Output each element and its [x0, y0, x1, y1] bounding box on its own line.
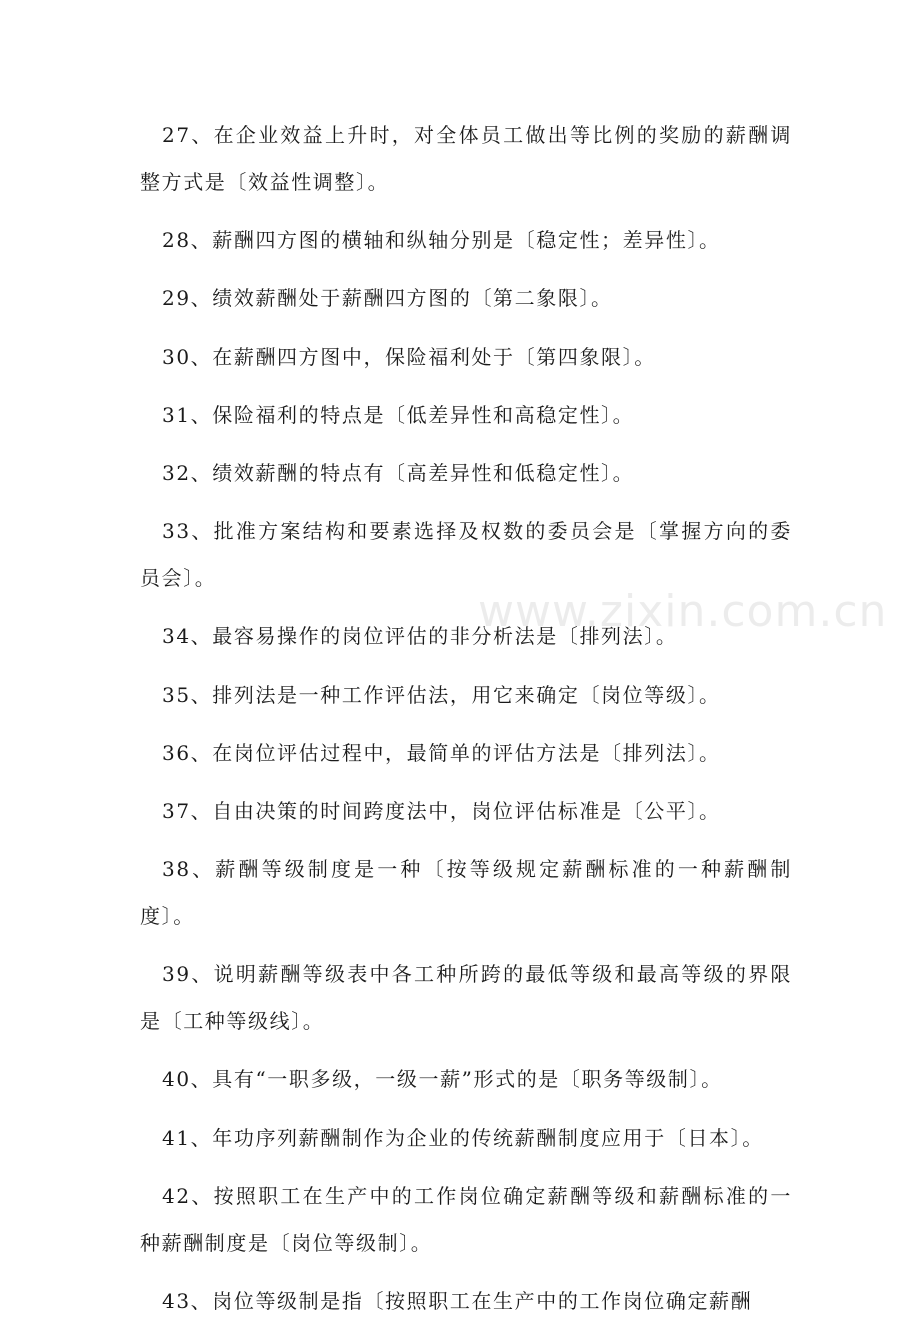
question-39: 39、说明薪酬等级表中各工种所跨的最低等级和最高等级的界限是〔工种等级线〕。 — [140, 962, 792, 1034]
question-30: 30、在薪酬四方图中，保险福利处于〔第四象限〕。 — [162, 344, 656, 369]
question-35: 35、排列法是一种工作评估法，用它来确定〔岗位等级〕。 — [162, 682, 721, 707]
question-27: 27、在企业效益上升时，对全体员工做出等比例的奖励的薪酬调整方式是〔效益性调整〕。 — [140, 123, 792, 194]
question-36: 36、在岗位评估过程中，最简单的评估方法是〔排列法〕。 — [162, 740, 721, 765]
question-38: 38、薪酬等级制度是一种〔按等级规定薪酬标准的一种薪酬制度〕。 — [140, 857, 792, 929]
question-33: 33、批准方案结构和要素选择及权数的委员会是〔掌握方向的委员会〕。 — [140, 519, 792, 591]
watermark: www.zixin.com.cn — [478, 586, 888, 637]
question-42: 42、按照职工在生产中的工作岗位确定薪酬等级和薪酬标准的一种薪酬制度是〔岗位等级制〕。 — [140, 1183, 792, 1255]
question-32: 32、绩效薪酬的特点有〔高差异性和低稳定性〕。 — [162, 460, 635, 485]
question-40: 40、具有“一职多级，一级一薪”形式的是〔职务等级制〕。 — [162, 1067, 723, 1092]
question-31: 31、保险福利的特点是〔低差异性和高稳定性〕。 — [162, 402, 635, 427]
document-body — [140, 112, 792, 1336]
question-37: 37、自由决策的时间跨度法中，岗位评估标准是〔公平〕。 — [162, 798, 721, 823]
question-43: 43、岗位等级制是指〔按照职工在生产中的工作岗位确定薪酬 — [162, 1289, 753, 1313]
question-34: 34、最容易操作的岗位评估的非分析法是〔排列法〕。 — [162, 624, 678, 649]
question-29: 29、绩效薪酬处于薪酬四方图的〔第二象限〕。 — [162, 286, 613, 311]
question-28: 28、薪酬四方图的横轴和纵轴分别是〔稳定性；差异性〕。 — [162, 228, 721, 253]
question-41: 41、年功序列薪酬制作为企业的传统薪酬制度应用于〔日本〕。 — [162, 1125, 764, 1150]
